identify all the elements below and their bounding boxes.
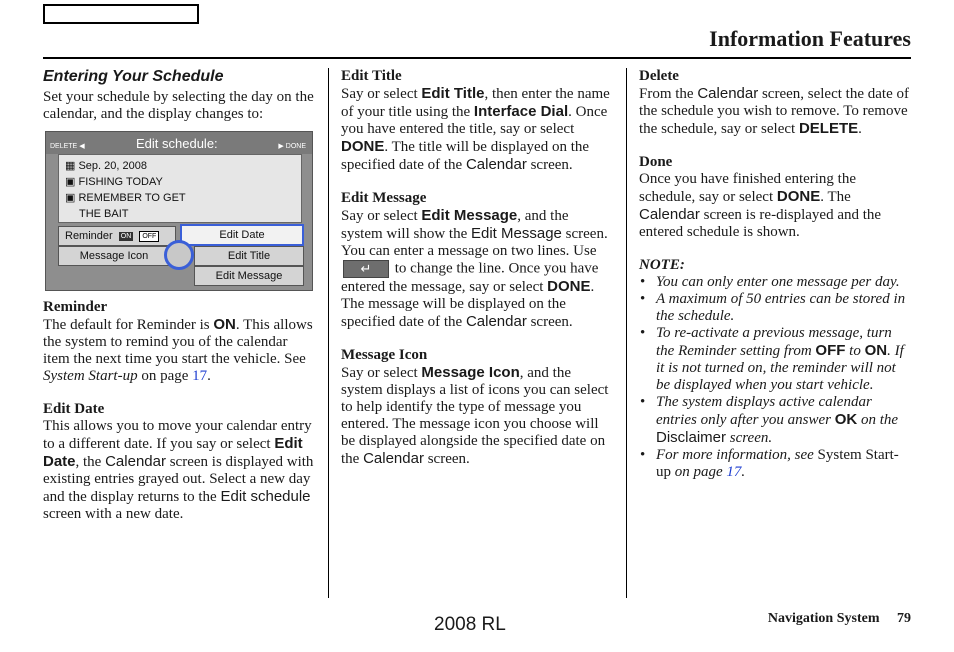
heading-message-icon: Message Icon (341, 347, 428, 363)
screen-delete-label (50, 138, 85, 155)
text-run: . (858, 121, 862, 137)
column-1 (43, 66, 315, 523)
done-keyword: DONE (776, 188, 821, 205)
edit-message-text (341, 207, 613, 331)
text-run: This allows you to move your calendar entry to a different date. If you say or select (43, 418, 312, 452)
calendar-screen-name: Calendar (465, 156, 527, 173)
ok-keyword: OK (834, 411, 858, 428)
column-3 (639, 66, 911, 481)
done-text (639, 171, 911, 241)
message-icon-text (341, 364, 613, 468)
disclaimer-screen-name: Disclaimer (656, 429, 727, 446)
text-run: . The message will be displayed on the specified date of the (341, 279, 595, 330)
text-run: Say or select (341, 365, 422, 381)
text-run: , and the system displays a list of icons you can select to help identify the type of message you entered. The message icon you choose will be displayed alongside the specified date on the (341, 365, 609, 467)
screen-title: Edit schedule: (136, 136, 218, 151)
intro-text: Set your schedule by selecting the day on the calendar, and the display changes to: (43, 89, 314, 122)
heading-reminder: Reminder (43, 299, 108, 315)
screen-done-text: DONE (285, 143, 306, 150)
text-run: To re-activate a previous message, turn the Reminder setting from (656, 325, 892, 359)
screen-on-badge: ON (120, 232, 132, 240)
heading-edit-message: Edit Message (341, 190, 427, 206)
note-item (639, 325, 911, 394)
text-run: The default for Reminder is (43, 317, 214, 333)
screen-line-3-text: REMEMBER TO GET (78, 192, 186, 204)
calendar-screen-name: Calendar (639, 206, 700, 223)
section-title: Information Features (709, 26, 911, 51)
done-keyword: DONE (547, 278, 591, 295)
screen-edit-message-button[interactable]: Edit Message (194, 266, 304, 286)
text-run: screen. (726, 430, 773, 446)
footer-model: 2008 RL (434, 614, 506, 635)
text-run: screen with a new date. (43, 506, 184, 522)
calendar-screen-name: Calendar (363, 450, 424, 467)
text-run: Say or select (341, 86, 422, 102)
screen-line-2-text: FISHING TODAY (78, 176, 163, 188)
text-run: For more information, see (656, 447, 818, 463)
screen-entry-list (58, 154, 302, 223)
edit-message-screen-name: Edit Message (471, 225, 562, 242)
edit-schedule-screen-name: Edit schedule (220, 488, 311, 505)
on-keyword: ON (213, 316, 236, 333)
column-divider-2 (626, 68, 627, 598)
edit-date-keyword: Edit Date (43, 435, 303, 470)
text-run: . (207, 368, 211, 384)
reference-system-startup: System Start-up (43, 368, 138, 384)
note-item: • You can only enter one message per day. (639, 274, 911, 291)
text-run: . This allows the system to remind you of the calendar item the next time you start the vehicle. See (43, 317, 313, 367)
text-run: on page (671, 464, 727, 480)
screen-edit-title-button[interactable]: Edit Title (194, 246, 304, 266)
right-arrow-icon: ▶ (278, 143, 284, 150)
screen-message-icon-button[interactable]: Message Icon (58, 246, 170, 266)
text-run: to (845, 343, 865, 359)
text-run: . The (820, 189, 851, 205)
note-item (639, 394, 911, 447)
page-number: 79 (897, 611, 911, 626)
edit-message-keyword: Edit Message (421, 207, 518, 224)
footer-page-info (768, 611, 911, 627)
note-item (639, 447, 911, 481)
column-2 (341, 66, 613, 468)
edit-title-text (341, 85, 613, 174)
page-link-17[interactable]: 17 (726, 464, 742, 480)
page-link-17[interactable]: 17 (192, 368, 208, 384)
text-run: on page (137, 368, 193, 384)
text-run: to change the line. Once you have entered the message, say or select (341, 260, 599, 295)
heading-entering-schedule: Entering Your Schedule (43, 68, 224, 85)
text-run: Say or select (341, 208, 422, 224)
column-divider-1 (328, 68, 329, 598)
calendar-screen-name: Calendar (465, 313, 527, 330)
heading-done: Done (639, 154, 673, 170)
text-run: . The title will be displayed on the specified date of the (341, 139, 590, 173)
screen-line-4: THE BAIT (79, 208, 129, 220)
screen-line-2 (65, 174, 163, 191)
text-run: screen. (423, 451, 470, 467)
text-run: on the (857, 412, 899, 428)
note-list (639, 274, 911, 481)
text-run: screen. (526, 157, 573, 173)
calendar-screen-name: Calendar (105, 453, 166, 470)
edit-title-keyword: Edit Title (421, 85, 485, 102)
text-run: The system displays active calendar entries only after you answer (656, 394, 872, 428)
note-item: • A maximum of 50 entries can be stored in the schedule. (639, 291, 911, 325)
reference-system-startup: System Start-up (656, 447, 899, 480)
done-keyword: DONE (341, 138, 385, 155)
heading-edit-title: Edit Title (341, 68, 402, 84)
interface-dial-keyword: Interface Dial (473, 103, 569, 120)
screen-done-label (278, 138, 306, 155)
screen-delete-text: DELETE (50, 143, 78, 150)
left-arrow-icon: ◀ (79, 143, 85, 150)
message-icon-keyword: Message Icon (421, 364, 520, 381)
enter-key-icon: ↵ (343, 260, 389, 278)
screen-line-3 (65, 190, 186, 207)
screen-edit-date-button[interactable]: Edit Date (180, 224, 304, 246)
message-icon: ▣ (65, 192, 76, 204)
heading-delete: Delete (639, 68, 679, 84)
text-run: , and the system will show the (341, 208, 569, 242)
reminder-text (43, 316, 315, 385)
text-run: , then enter the name of your title using the (341, 86, 610, 120)
text-run: . If it is not turned on, the reminder will not be displayed when you start vehicle. (656, 343, 904, 393)
calendar-screen-name: Calendar (697, 85, 759, 102)
delete-text (639, 85, 911, 138)
screen-reminder-text: Reminder (65, 230, 113, 242)
text-run: screen is displayed with existing entries grayed out. Select a new day and the display returns to the (43, 454, 314, 505)
text-run: , the (75, 454, 106, 470)
message-icon: ▣ (65, 176, 76, 188)
text-run: . (741, 464, 746, 480)
edit-date-text (43, 418, 315, 523)
text-run: screen is re-displayed and the entered schedule is shown. (639, 207, 882, 240)
text-run: screen, select the date of the schedule you wish to remove. To remove the schedule, say or select (639, 86, 909, 137)
text-run: Once you have finished entering the schedule, say or select (639, 171, 857, 205)
text-run: screen. You can enter a message on two lines. Use (341, 226, 608, 259)
header-tab-box (43, 4, 199, 24)
note-heading: NOTE: (639, 257, 685, 273)
screen-reminder-button[interactable] (58, 226, 176, 246)
calendar-icon: ▦ (65, 160, 76, 172)
on-keyword: ON (864, 342, 888, 359)
text-run: From the (639, 86, 698, 102)
screen-off-badge: OFF (139, 231, 159, 242)
text-run: . Once you have entered the title, say or select (341, 104, 608, 137)
edit-schedule-screen (45, 131, 313, 291)
screen-date-line (65, 158, 147, 175)
header-rule (43, 57, 911, 59)
footer-system-name: Navigation System (767, 611, 880, 626)
heading-edit-date: Edit Date (43, 401, 105, 417)
screen-date-text: Sep. 20, 2008 (78, 160, 147, 172)
off-keyword: OFF (815, 342, 846, 359)
text-run: screen. (526, 314, 573, 330)
interface-dial-knob (164, 240, 194, 270)
delete-keyword: DELETE (798, 120, 859, 137)
